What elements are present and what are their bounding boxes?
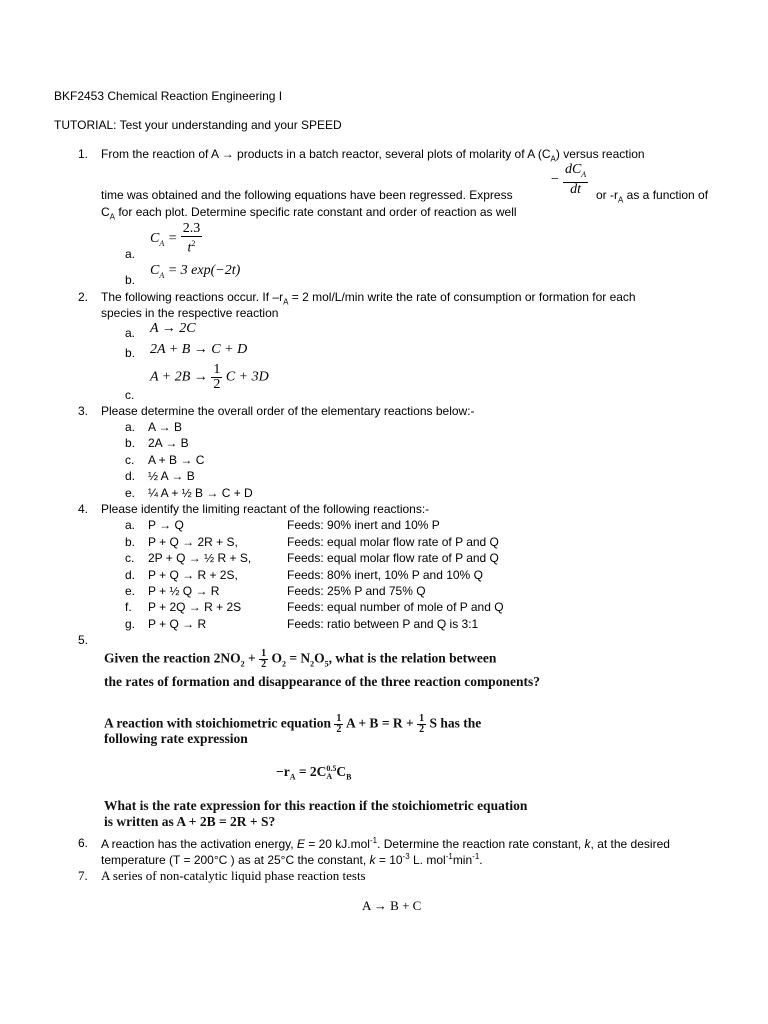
q5-paragraph2-line2: following rate expression [104, 731, 248, 746]
q4-item-reaction: P + Q → 2R + S, [148, 535, 238, 549]
q4-text: Please identify the limiting reactant of the following reactions:- [101, 502, 430, 516]
q5-paragraph2-line1: A reaction with stoichiometric equation $\frac{1}{2}$ A + B = R + $\frac{1}{2}$ S has the [104, 713, 482, 735]
q3-item-text: ½ A → B [148, 469, 195, 483]
q2-line2: species in the respective reaction [101, 306, 279, 320]
q4-item-label: c. [125, 551, 135, 565]
q5-rate-expression: $-r_A = 2C$ 0.5 A $C_B$ [276, 763, 352, 782]
q4-item-label: g. [125, 617, 136, 631]
q3-number: 3. [78, 404, 89, 418]
q4-item-feed: Feeds: ratio between P and Q is 3:1 [287, 617, 479, 631]
q1-derivative: − $\frac{dC_A}{dt}$ [550, 162, 587, 197]
q1-line2-end: or $-r_A$ as a function of [596, 188, 709, 205]
q2-number: 2. [78, 290, 89, 304]
q4-item-reaction: P → Q [148, 518, 184, 532]
q3-item-label: a. [125, 420, 136, 434]
tutorial-title: TUTORIAL: Test your understanding and your SPEED [54, 118, 342, 132]
q2-c-equation: A + 2B → $\frac{1}{2}$ C + 3D [150, 362, 269, 392]
q1-number: 1. [78, 147, 89, 161]
q4-item-reaction: P + 2Q → R + 2S [148, 600, 242, 614]
q4-item-label: e. [125, 584, 136, 598]
q3-item-text: A + B → C [148, 453, 205, 467]
q7-text: A series of non-catalytic liquid phase reaction tests [101, 868, 366, 883]
q3-item-label: e. [125, 486, 136, 500]
q5-paragraph3-line1: What is the rate expression for this reaction if the stoichiometric equation [104, 798, 528, 813]
q4-item-feed: Feeds: 90% inert and 10% P [287, 518, 440, 532]
q4-item-feed: Feeds: equal molar flow rate of P and Q [287, 535, 499, 549]
q6-line2: temperature (T = 200°C ) as at 25°C the constant, $k = 10^{-3}$ L. $mol^{-1}\min^{-1}$. [101, 852, 483, 867]
q3-item-label: b. [125, 436, 136, 450]
q1-line2: time was obtained and the following equations have been regressed. Express [101, 188, 513, 202]
q4-item-feed: Feeds: equal molar flow rate of P and Q [287, 551, 499, 565]
q1-line3: $C_A$ for each plot. Determine specific rate constant and order of reaction as well [101, 205, 517, 222]
q1-line1: From the reaction of A → products in a batch reactor, several plots of molarity of A $(C_A)$ versus reaction [101, 147, 645, 164]
q4-item-reaction: P + Q → R + 2S, [148, 568, 238, 582]
q3-item-text: 2A → B [148, 436, 189, 450]
q4-item-feed: Feeds: 25% P and 75% Q [287, 584, 426, 598]
q2-a-label: a. [125, 326, 136, 340]
course-title: BKF2453 Chemical Reaction Engineering I [54, 89, 283, 103]
q2-a-equation: A → 2C [150, 321, 196, 336]
q4-item-reaction: P + ½ Q → R [148, 584, 220, 598]
q4-item-label: b. [125, 535, 136, 549]
q6-number: 6. [78, 836, 89, 850]
q1-a-equation: $C_A$ = $\frac{2.3}{t^2}$ [150, 221, 201, 256]
q7-number: 7. [78, 868, 88, 883]
q4-number: 4. [78, 502, 89, 516]
q7-reaction: A → B + C [362, 898, 422, 913]
q2-line1: The following reactions occur. If $-r_A = 2$ mol/L/min write the rate of consumption or formation for each [101, 290, 636, 307]
q3-item-text: A → B [148, 420, 183, 434]
q3-item-text: ¼ A + ½ B → C + D [148, 486, 253, 500]
q4-item-reaction: 2P + Q → ½ R + S, [148, 551, 252, 565]
q5-paragraph3-line2: is written as A + 2B = 2R + S? [104, 814, 276, 829]
q5-number: 5. [78, 633, 89, 647]
q4-item-feed: Feeds: 80% inert, 10% P and 10% Q [287, 568, 483, 582]
q5-paragraph1-line2: the rates of formation and disappearance of the three reaction components? [104, 674, 540, 689]
q3-item-label: d. [125, 469, 136, 483]
q1-b-equation: $C_A = 3$ exp(−2t) [150, 263, 241, 280]
q5-paragraph1-line1: Given the reaction $2NO_2$ + $\frac{1}{2}$ $O_2 = N_2O_5$, what is the relation between [104, 648, 497, 670]
q2-c-label: c. [125, 388, 135, 402]
q4-item-reaction: P + Q → R [148, 617, 207, 631]
q1-b-label: b. [125, 273, 136, 287]
q6-line1: A reaction has the activation energy, E = 20 kJ.mol$^{-1}$. Determine the reaction rate constant, k, at the desired [101, 836, 670, 851]
q4-item-label: d. [125, 568, 136, 582]
q2-b-label: b. [125, 346, 136, 360]
q3-item-label: c. [125, 453, 135, 467]
q2-b-equation: 2A + B → C + D [150, 342, 248, 357]
q4-item-label: f. [125, 600, 132, 614]
q1-a-label: a. [125, 247, 136, 261]
q4-item-feed: Feeds: equal number of mole of P and Q [287, 600, 504, 614]
q4-item-label: a. [125, 518, 136, 532]
q3-text: Please determine the overall order of the elementary reactions below:- [101, 404, 475, 418]
